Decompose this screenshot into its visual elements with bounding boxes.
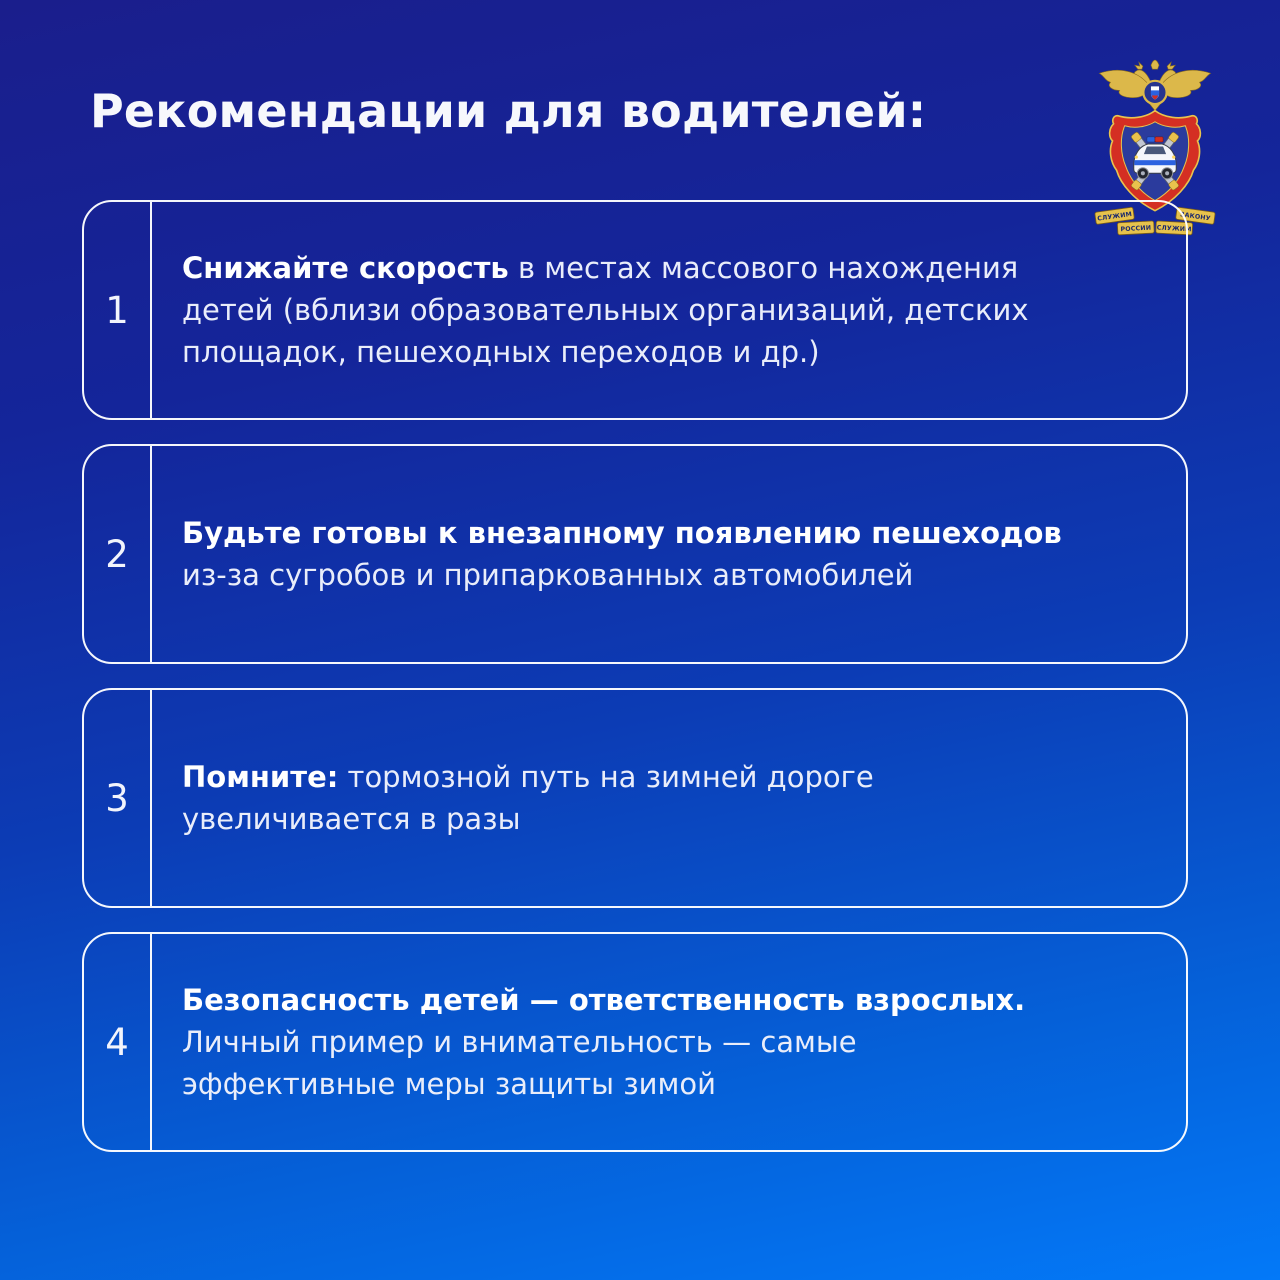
card-text	[152, 690, 1186, 906]
ribbon-word-3: СЛУЖИМ	[1156, 224, 1192, 234]
police-shield-icon	[1110, 111, 1201, 211]
card-text-regular: Личный пример и внимательность — самые	[182, 1025, 857, 1059]
card-number: 3	[84, 690, 152, 906]
card-number: 1	[84, 202, 152, 418]
card-text-bold: Помните:	[182, 760, 339, 794]
card-text-regular: из-за сугробов и припаркованных автомобилей	[182, 558, 914, 592]
card-text-line	[182, 1063, 1142, 1105]
ribbon-word-4: ЗАКОНУ	[1179, 211, 1212, 223]
card-text-line	[182, 554, 1142, 596]
card-number: 4	[84, 934, 152, 1150]
card-text	[152, 934, 1186, 1150]
card-text-line	[182, 247, 1142, 289]
card-text-regular: эффективные меры защиты зимой	[182, 1067, 716, 1101]
card-text-line	[182, 756, 1142, 798]
card-text-line	[182, 289, 1142, 331]
recommendation-card-3	[82, 688, 1188, 908]
card-text-bold: Будьте готовы к внезапному появлению пешеходов	[182, 516, 1062, 550]
double-headed-eagle-icon	[1099, 60, 1210, 111]
card-text	[152, 202, 1186, 418]
card-text-line	[182, 1021, 1142, 1063]
recommendations-list	[82, 200, 1188, 1152]
ribbon-word-1: СЛУЖИМ	[1096, 210, 1133, 223]
recommendation-card-4	[82, 932, 1188, 1152]
card-text-bold: Безопасность детей — ответственность взрослых.	[182, 983, 1026, 1017]
recommendation-card-2	[82, 444, 1188, 664]
card-text	[152, 446, 1186, 662]
card-text-line	[182, 512, 1142, 554]
recommendation-card-1	[82, 200, 1188, 420]
card-text-regular: детей (вблизи образовательных организаций, детских	[182, 293, 1029, 327]
ribbon-word-2: РОССИИ	[1120, 224, 1152, 234]
card-text-regular: в местах массового нахождения	[508, 251, 1019, 285]
page-title: Рекомендации для водителей:	[90, 84, 927, 138]
card-text-line	[182, 331, 1142, 373]
card-number: 2	[84, 446, 152, 662]
card-text-regular: площадок, пешеходных переходов и др.)	[182, 335, 820, 369]
card-text-bold: Снижайте скорость	[182, 251, 509, 285]
card-text-regular: увеличивается в разы	[182, 802, 521, 836]
card-text-line	[182, 798, 1142, 840]
card-text-regular: тормозной путь на зимней дороге	[338, 760, 874, 794]
card-text-line	[182, 979, 1142, 1021]
